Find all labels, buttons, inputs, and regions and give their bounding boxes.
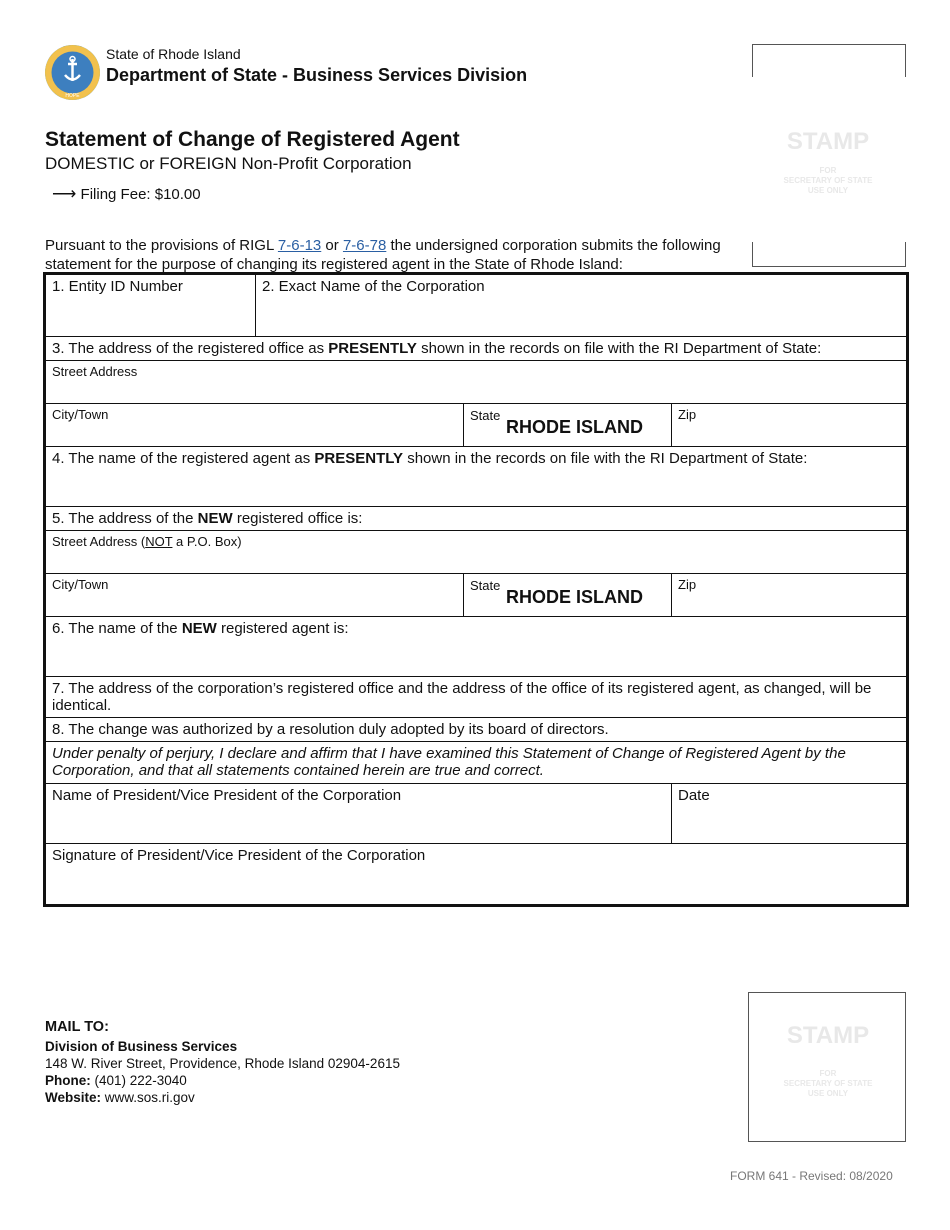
- stamp-sub: FOR SECRETARY OF STATE USE ONLY: [783, 166, 873, 195]
- form-number: FORM 641 - Revised: 08/2020: [730, 1169, 893, 1183]
- present-city-field[interactable]: City/Town: [46, 404, 464, 447]
- mail-website: Website: www.sos.ri.gov: [45, 1090, 195, 1105]
- entity-id-field[interactable]: 1. Entity ID Number: [46, 275, 256, 337]
- form-title: Statement of Change of Registered Agent: [45, 128, 460, 151]
- mail-phone: Phone: (401) 222-3040: [45, 1073, 187, 1088]
- statement-7: 7. The address of the corporation’s registered office and the address of the office of its registered agent, as changed, will be identical.: [46, 677, 907, 718]
- stamp-box-bottom: [748, 992, 906, 1142]
- new-street-field[interactable]: Street Address (NOT a P.O. Box): [46, 531, 907, 574]
- stamp-sub-bottom: FOR SECRETARY OF STATE USE ONLY: [783, 1069, 873, 1098]
- new-city-field[interactable]: City/Town: [46, 574, 464, 617]
- present-street-field[interactable]: Street Address: [46, 361, 907, 404]
- present-state-field: State RHODE ISLAND: [464, 404, 672, 447]
- stamp-word-bottom: STAMP: [786, 1022, 870, 1049]
- mail-heading: MAIL TO:: [45, 1019, 109, 1035]
- state-line: State of Rhode Island: [106, 46, 241, 62]
- mail-address: 148 W. River Street, Providence, Rhode Island 02904-2615: [45, 1056, 400, 1071]
- new-state-field: State RHODE ISLAND: [464, 574, 672, 617]
- intro-paragraph: Pursuant to the provisions of RIGL 7-6-13 or 7-6-78 the undersigned corporation submits the following statement for the purpose of changing its registered agent in the State of Rhode Island:: [45, 237, 721, 273]
- penalty-statement: Under penalty of perjury, I declare and affirm that I have examined this Statement of Change of Registered Agent by the Corporation, and that all statements contained herein are true and correct.: [46, 742, 907, 784]
- new-agent-field[interactable]: 6. The name of the NEW registered agent is:: [46, 617, 907, 677]
- seal-label: HOPE: [65, 93, 80, 99]
- arrow-right-icon: ⟶: [52, 184, 77, 203]
- signature-field[interactable]: Signature of President/Vice President of the Corporation: [46, 844, 907, 905]
- section-5-heading: 5. The address of the NEW registered office is:: [46, 507, 907, 531]
- new-zip-field[interactable]: Zip: [672, 574, 907, 617]
- mail-division: Division of Business Services: [45, 1039, 238, 1054]
- state-seal-icon: [45, 45, 100, 100]
- stamp-word: STAMP: [786, 128, 870, 155]
- stamp-box-top-bottom-frame: [752, 242, 906, 267]
- rigl-link-7-6-78[interactable]: 7-6-78: [342, 237, 387, 254]
- corporation-name-field[interactable]: 2. Exact Name of the Corporation: [256, 275, 907, 337]
- filing-fee-text: Filing Fee: $10.00: [80, 186, 201, 203]
- section-3-heading: 3. The address of the registered office as PRESENTLY shown in the records on file with the RI Department of State:: [46, 337, 907, 361]
- rigl-link-7-6-13[interactable]: 7-6-13: [277, 237, 322, 254]
- filing-fee: [52, 184, 201, 204]
- statement-8: 8. The change was authorized by a resolution duly adopted by its board of directors.: [46, 718, 907, 742]
- president-name-field[interactable]: Name of President/Vice President of the Corporation: [46, 784, 672, 844]
- form-subtitle: DOMESTIC or FOREIGN Non-Profit Corporation: [45, 154, 412, 173]
- stamp-box-top-frame: [752, 44, 906, 77]
- mail-to-block: [45, 1019, 400, 1106]
- department-title: Department of State - Business Services Division: [106, 65, 528, 85]
- present-zip-field[interactable]: Zip: [672, 404, 907, 447]
- present-agent-field[interactable]: 4. The name of the registered agent as PRESENTLY shown in the records on file with the RI Department of State:: [46, 447, 907, 507]
- date-field[interactable]: Date: [672, 784, 907, 844]
- form-table: [45, 274, 907, 905]
